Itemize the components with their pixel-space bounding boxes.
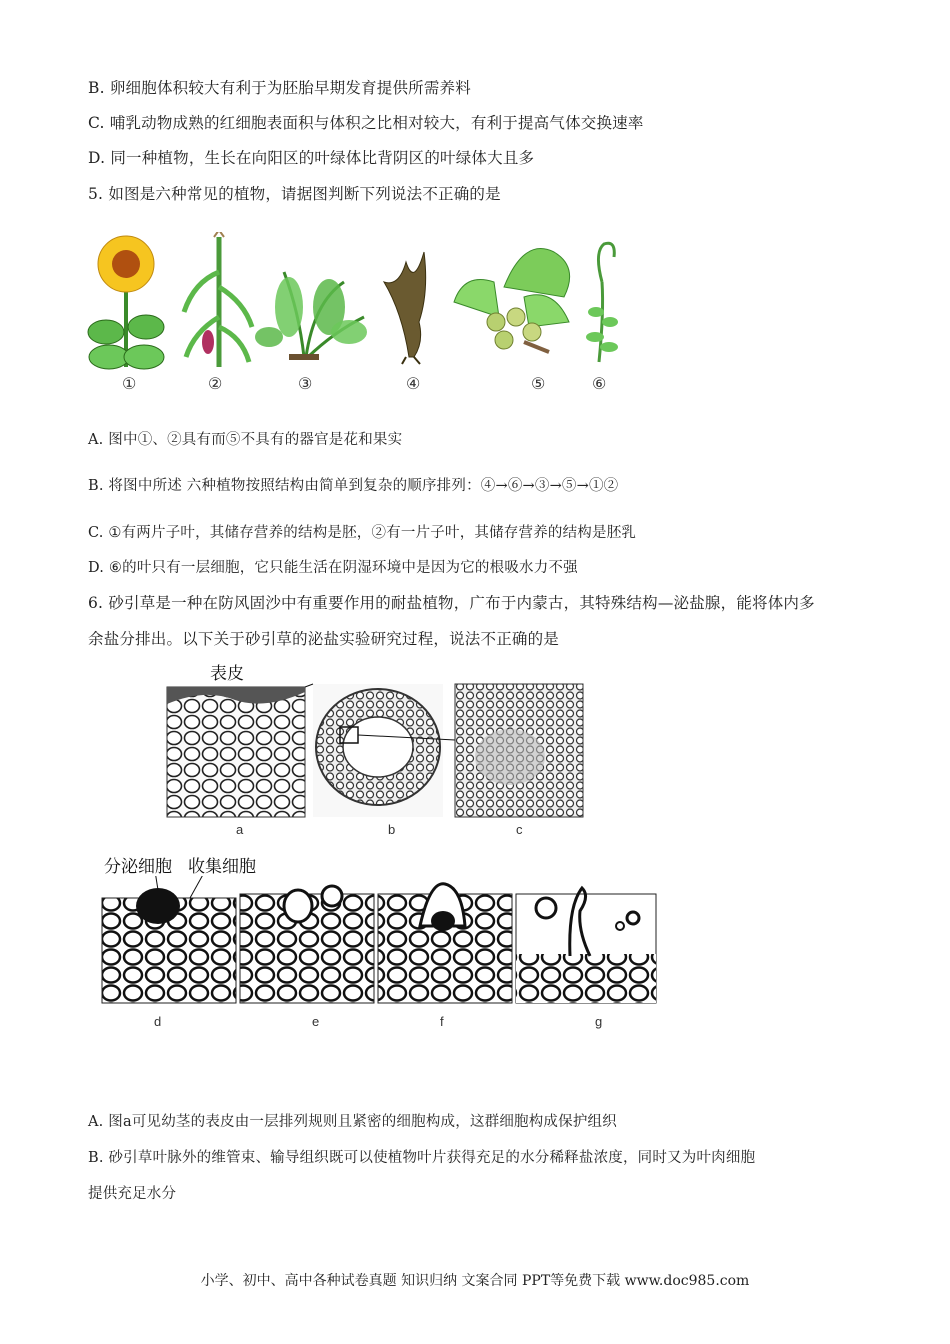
question-6-line2: 余盐分排出。以下关于砂引草的泌盐实验研究过程，说法不正确的是 <box>88 630 560 648</box>
epidermis-caption: 表皮 <box>210 664 244 684</box>
option-4d: D. 同一种植物，生长在向阳区的叶绿体比背阴区的叶绿体大且多 <box>88 149 535 167</box>
panel-a-image <box>167 687 305 817</box>
plant-label-4: ④ <box>406 376 421 393</box>
secretory-cell-caption: 分泌细胞 <box>104 857 172 877</box>
panel-e-label: e <box>312 1014 320 1029</box>
stem-section-figure <box>165 682 585 822</box>
plant-label-3: ③ <box>298 376 313 393</box>
seaweed-illustration <box>384 252 426 364</box>
fern-illustration <box>255 272 367 360</box>
panel-c-label: c <box>516 822 523 837</box>
option-4b: B. 卵细胞体积较大有利于为胚胎早期发育提供所需养料 <box>88 79 471 97</box>
option-5a: A. 图中①、②具有而⑤不具有的器官是花和果实 <box>88 432 403 448</box>
option-5c: C. ①有两片子叶，其储存营养的结构是胚，②有一片子叶，其储存营养的结构是胚乳 <box>88 525 637 541</box>
option-6b-line2: 提供充足水分 <box>88 1186 177 1202</box>
question-6-line1: 6. 砂引草是一种在防风固沙中有重要作用的耐盐植物，广布于内蒙古，其特殊结构—泌盐腺，能将体内多 <box>88 594 815 612</box>
option-5b: B. 将图中所述 六种植物按照结构由简单到复杂的顺序排列：④→⑥→③→⑤→①② <box>88 478 619 494</box>
panel-g-label: g <box>595 1014 603 1029</box>
page-footer: 小学、初中、高中各种试卷真题 知识归纳 文案合同 PPT等免费下载 www.doc985.com <box>200 1273 750 1289</box>
plants-figure <box>84 232 644 397</box>
moss-illustration <box>586 243 618 362</box>
panel-f-label: f <box>440 1014 444 1029</box>
plant-label-2: ② <box>208 376 223 393</box>
sunflower-illustration <box>88 236 164 369</box>
question-5: 5. 如图是六种常见的植物，请据图判断下列说法不正确的是 <box>88 185 501 203</box>
panel-b-label: b <box>388 822 396 837</box>
option-4c: C. 哺乳动物成熟的红细胞表面积与体积之比相对较大，有利于提高气体交换速率 <box>88 114 644 132</box>
panel-a-label: a <box>236 822 244 837</box>
plant-label-5: ⑤ <box>531 376 546 393</box>
collecting-cell-caption: 收集细胞 <box>188 857 256 877</box>
plant-label-1: ① <box>122 376 137 393</box>
ginkgo-illustration <box>454 249 570 352</box>
corn-illustration <box>184 232 252 367</box>
option-5d: D. ⑥的叶只有一层细胞，它只能生活在阴湿环境中是因为它的根吸水力不强 <box>88 560 578 576</box>
salt-gland-figure <box>100 876 660 1011</box>
panel-d-label: d <box>154 1014 162 1029</box>
option-6b-line1: B. 砂引草叶脉外的维管束、输导组织既可以使植物叶片获得充足的水分稀释盐浓度，同时又为叶肉细胞 <box>88 1150 756 1166</box>
plant-label-6: ⑥ <box>592 376 607 393</box>
option-6a: A. 图a可见幼茎的表皮由一层排列规则且紧密的细胞构成，这群细胞构成保护组织 <box>88 1114 617 1130</box>
